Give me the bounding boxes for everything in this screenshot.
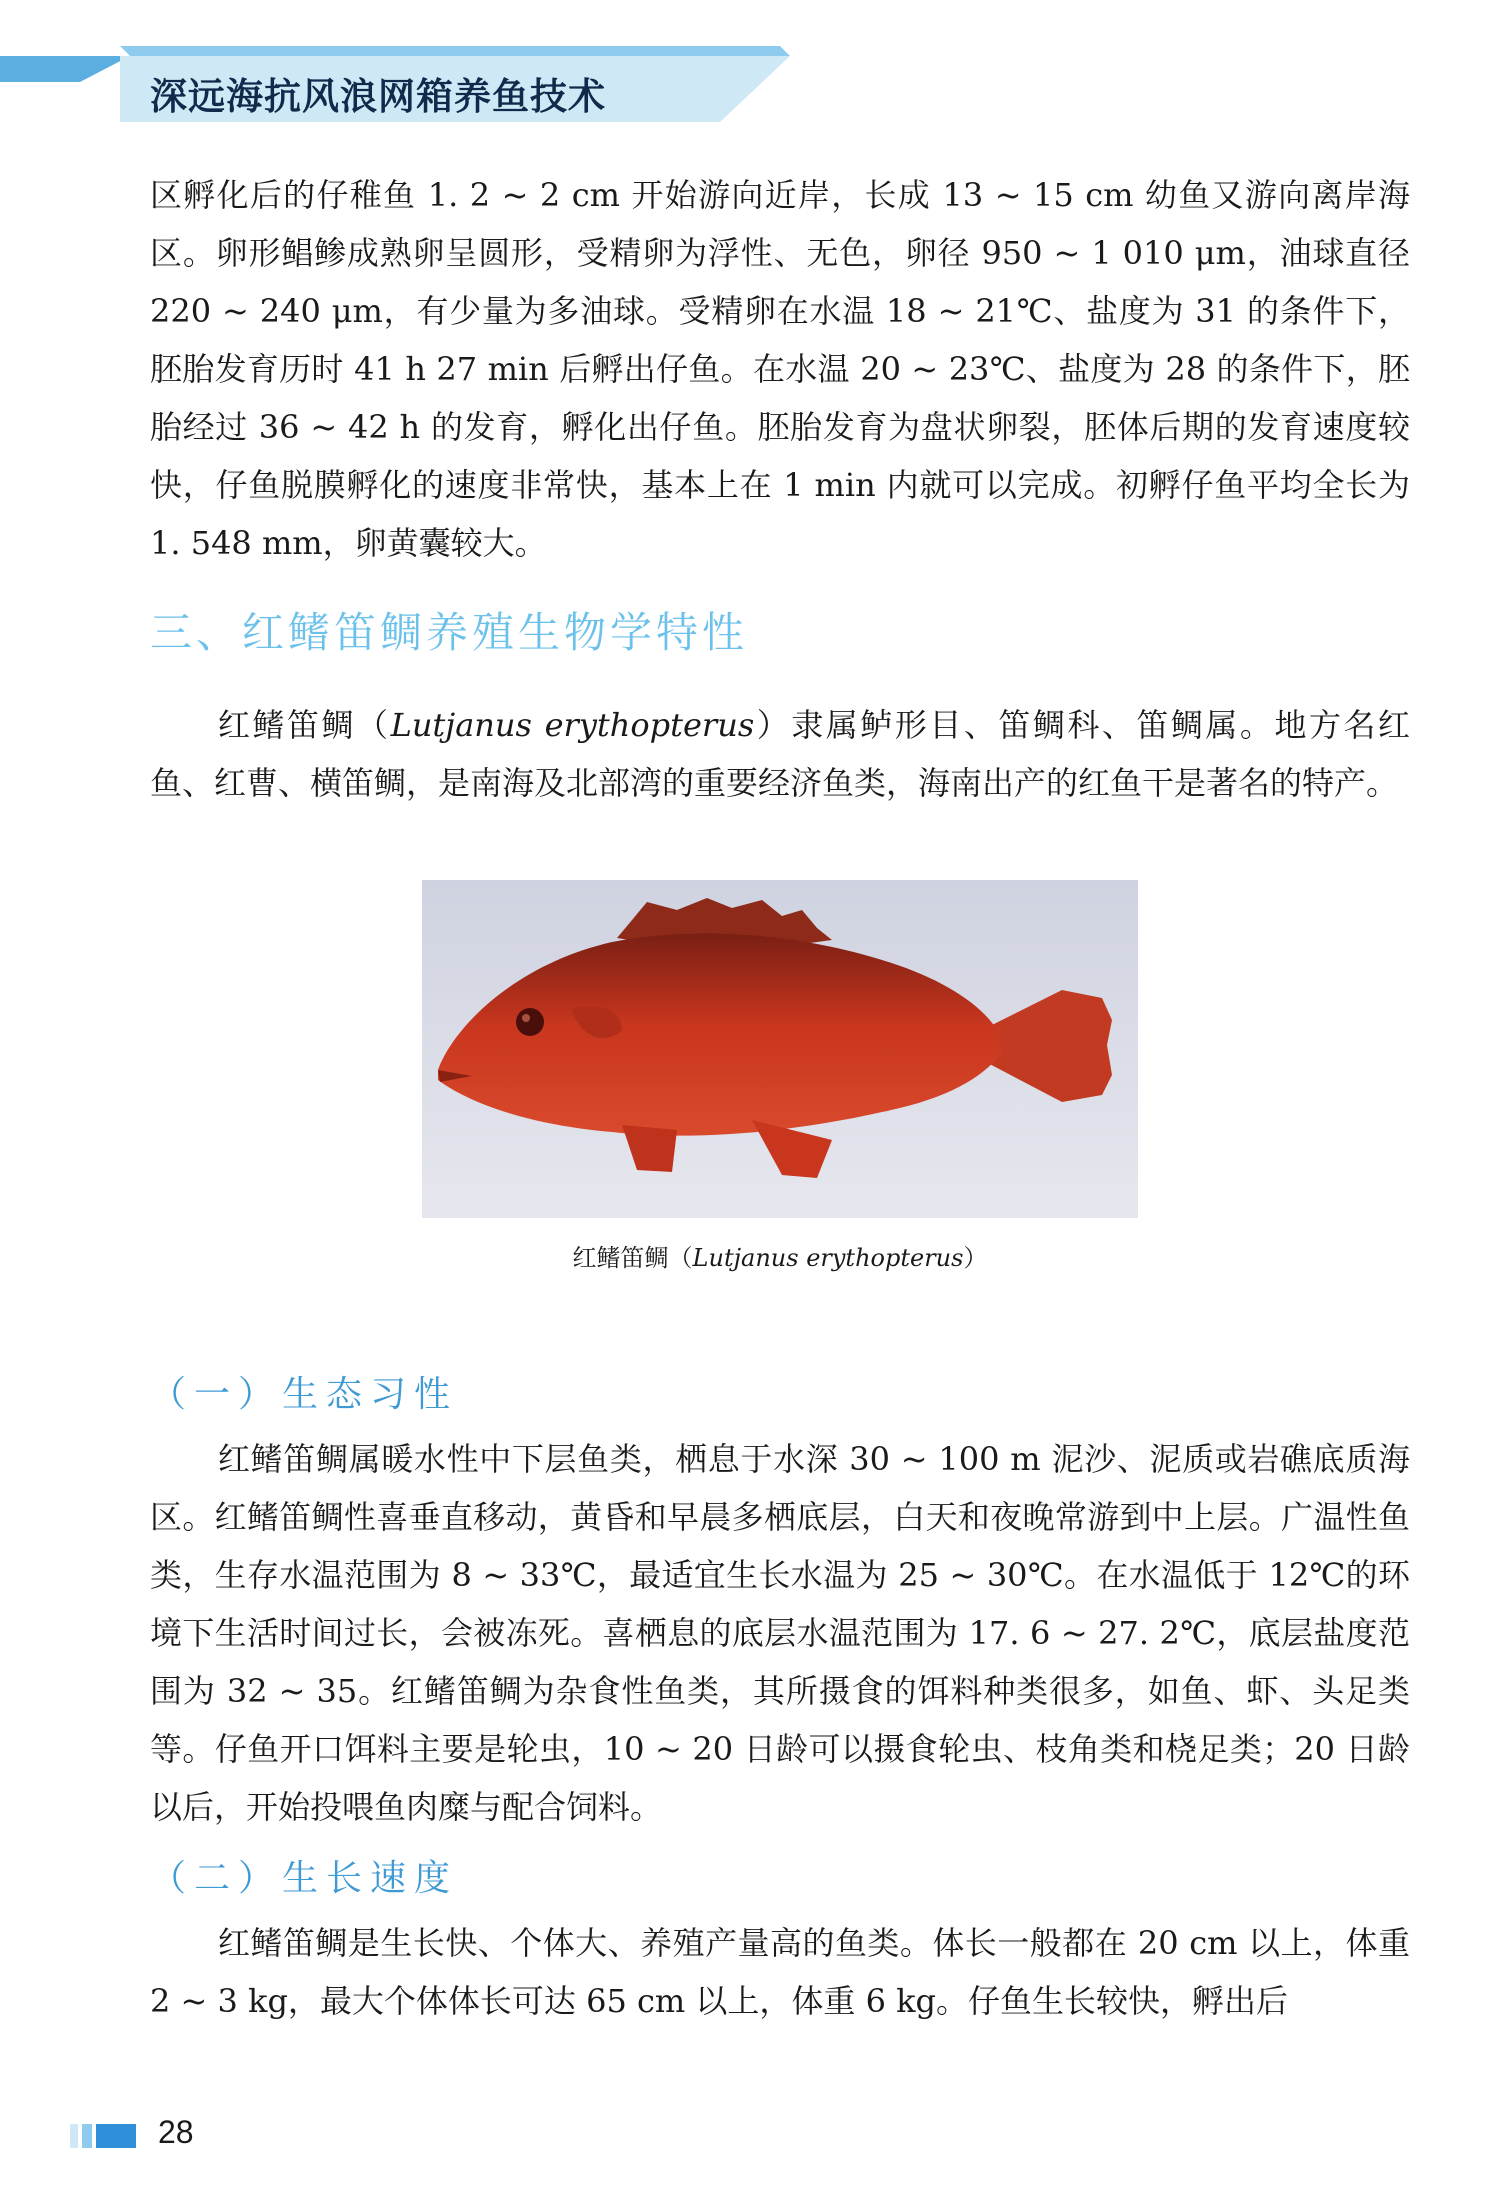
intro-species-name: Lutjanus erythopterus — [390, 706, 755, 744]
subsection-heading-ecology: （一）生态习性 — [150, 1374, 459, 1415]
subsection-heading-growth: （二）生长速度 — [150, 1858, 459, 1899]
caption-text-before: 红鳍笛鲷（ — [572, 1244, 693, 1272]
footer-decoration — [70, 2120, 140, 2152]
intro-text-before: 红鳍笛鲷（ — [218, 706, 391, 744]
book-title: 深远海抗风浪网箱养鱼技术 — [150, 75, 606, 118]
page-number: 28 — [158, 2114, 194, 2150]
caption-species-name: Lutjanus erythopterus — [692, 1244, 964, 1272]
paragraph-continuation: 区孵化后的仔稚鱼 1. 2 ~ 2 cm 开始游向近岸，长成 13 ~ 15 cm 幼鱼又游向离岸海区。卵形鲳鲹成熟卵呈圆形，受精卵为浮性、无色，卵径 950 ~ 1 010 μm，油球直径 220 ~ 240 μm，有少量为多油球。受精卵在水温 18 ~ 21℃、盐度为 31 的条件下，胚胎发育历时 41 h 27 min 后孵出仔鱼。在水温 20 ~ 23℃、盐度为 28 的条件下，胚胎经过 36 ~ 42 h 的发育，孵化出仔鱼。胚胎发育为盘状卵裂，胚体后期的发育速度较快，仔鱼脱膜孵化的速度非常快，基本上在 1 min 内就可以完成。初孵仔鱼平均全长为 1. 548 mm，卵黄囊较大。 — [150, 176, 1410, 562]
figure-caption — [150, 1240, 1410, 1276]
subsection-text-growth: 红鳍笛鲷是生长快、个体大、养殖产量高的鱼类。体长一般都在 20 cm 以上，体重 2 ~ 3 kg，最大个体体长可达 65 cm 以上，体重 6 kg。仔鱼生长较快，孵出后 — [150, 1924, 1410, 2020]
page-header — [0, 0, 1500, 140]
section-heading: 三、红鳍笛鲷养殖生物学特性 — [150, 608, 749, 657]
subsection-text-ecology: 红鳍笛鲷属暖水性中下层鱼类，栖息于水深 30 ~ 100 m 泥沙、泥质或岩礁底质海区。红鳍笛鲷性喜垂直移动，黄昏和早晨多栖底层，白天和夜晚常游到中上层。广温性鱼类，生存水温范围为 8 ~ 33℃，最适宜生长水温为 25 ~ 30℃。在水温低于 12℃的环境下生活时间过长，会被冻死。喜栖息的底层水温范围为 17. 6 ~ 27. 2℃，底层盐度范围为 32 ~ 35。红鳍笛鲷为杂食性鱼类，其所摄食的饵料种类很多，如鱼、虾、头足类等。仔鱼开口饵料主要是轮虫，10 ~ 20 日龄可以摄食轮虫、枝角类和桡足类；20 日龄以后，开始投喂鱼肉糜与配合饲料。 — [150, 1440, 1410, 1826]
section-intro — [150, 696, 1410, 812]
intro-text-after: ）隶属鲈形目、笛鲷科、笛鲷属。地方名红鱼、红曹、横笛鲷，是南海及北部湾的重要经济鱼类，海南出产的红鱼干是著名的特产。 — [150, 706, 1410, 802]
caption-text-after: ） — [963, 1244, 988, 1272]
fish-eye-highlight — [522, 1014, 530, 1022]
fish-eye — [516, 1008, 544, 1036]
fish-photo — [422, 880, 1138, 1218]
